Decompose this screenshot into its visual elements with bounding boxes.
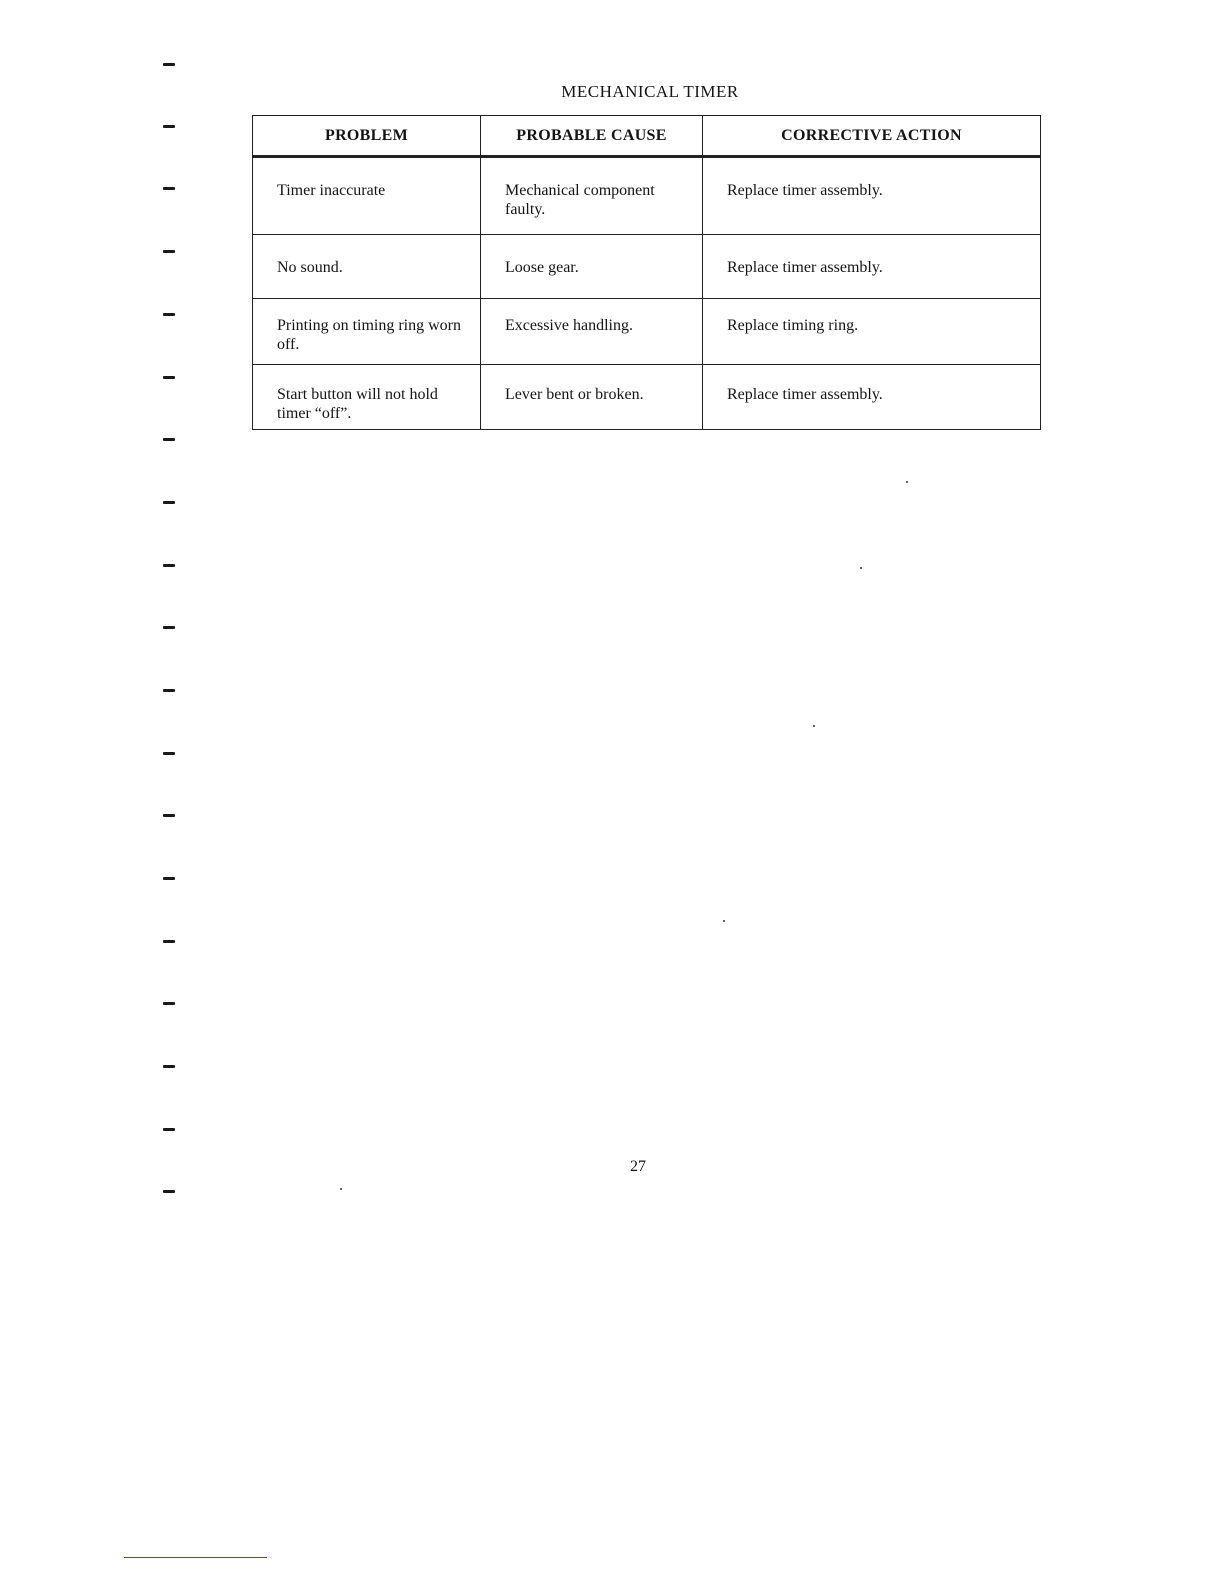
binding-mark [163, 63, 175, 66]
page-number: 27 [630, 1158, 646, 1175]
action-cell: Replace timer assembly. [703, 365, 1041, 430]
problem-cell: Printing on timing ring worn off. [253, 299, 481, 365]
table-row [253, 157, 1041, 235]
binding-mark [163, 501, 175, 504]
column-header-corrective-action: CORRECTIVE ACTION [703, 116, 1041, 157]
problem-cell: Timer inaccurate [253, 157, 481, 235]
binding-mark [163, 125, 175, 128]
scan-speck [723, 920, 725, 922]
binding-mark [163, 877, 175, 880]
scan-speck [340, 1188, 342, 1190]
cause-cell: Excessive handling. [481, 299, 703, 365]
binding-mark [163, 313, 175, 316]
binding-mark [163, 689, 175, 692]
binding-mark [163, 1128, 175, 1131]
bottom-rule [124, 1557, 267, 1558]
table-row [253, 365, 1041, 430]
action-cell: Replace timer assembly. [703, 157, 1041, 235]
binding-mark [163, 564, 175, 567]
binding-mark [163, 187, 175, 190]
cause-cell: Lever bent or broken. [481, 365, 703, 430]
scan-speck [860, 567, 862, 569]
binding-mark [163, 438, 175, 441]
column-header-probable-cause: PROBABLE CAUSE [481, 116, 703, 157]
column-header-problem: PROBLEM [253, 116, 481, 157]
binding-mark [163, 626, 175, 629]
binding-mark [163, 1002, 175, 1005]
problem-cell: No sound. [253, 235, 481, 299]
binding-mark [163, 940, 175, 943]
scan-speck [813, 725, 815, 727]
binding-mark [163, 250, 175, 253]
action-cell: Replace timer assembly. [703, 235, 1041, 299]
binding-mark [163, 376, 175, 379]
action-cell: Replace timing ring. [703, 299, 1041, 365]
document-title: MECHANICAL TIMER [561, 82, 739, 101]
problem-cell: Start button will not hold timer “off”. [253, 365, 481, 430]
scan-speck [906, 481, 908, 483]
troubleshooting-table [252, 115, 1041, 430]
cause-cell: Loose gear. [481, 235, 703, 299]
cause-cell: Mechanical component faulty. [481, 157, 703, 235]
table-header-row [253, 116, 1041, 157]
table-row [253, 299, 1041, 365]
binding-mark [163, 752, 175, 755]
binding-mark [163, 1190, 175, 1193]
table-row [253, 235, 1041, 299]
binding-mark [163, 814, 175, 817]
troubleshooting-table-wrapper [252, 115, 1040, 430]
binding-mark [163, 1065, 175, 1068]
